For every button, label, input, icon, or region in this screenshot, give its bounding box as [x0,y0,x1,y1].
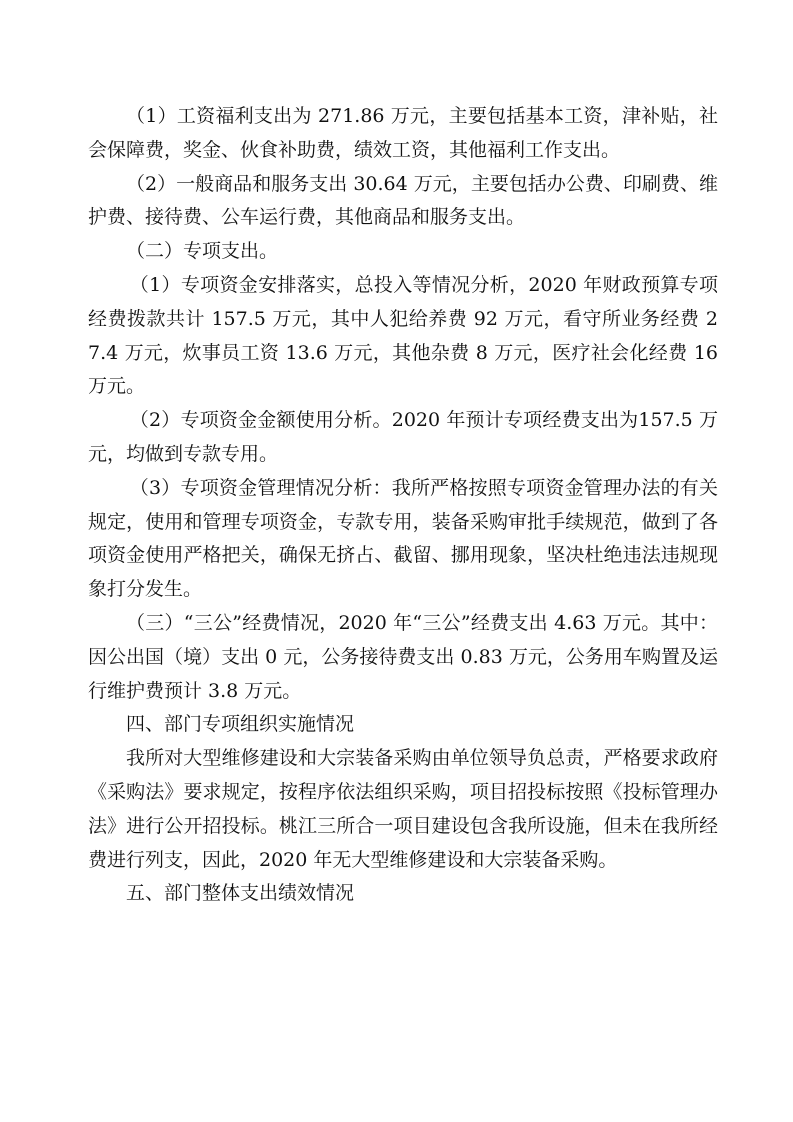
paragraph-special-funds-usage: （2）专项资金金额使用分析。2020 年预计专项经费支出为157.5 万元，均做到专款专用。 [88,409,718,465]
document-body [88,100,718,911]
heading-section-four: 四、部门专项组织实施情况 [126,713,355,736]
heading-special-expenditure: （二）专项支出。 [126,240,279,263]
paragraph-procurement: 我所对大型维修建设和大宗装备采购由单位领导负总责，严格要求政府《采购法》要求规定，按程序依法组织采购，项目招投标按照《投标管理办法》进行公开招投标。桃江三所合一项目建设包含我所设施，但未在我所经费进行列支，因此，2020 年无大型维修建设和大宗装备采购。 [88,747,718,871]
paragraph-special-funds-allocation: （1）专项资金安排落实，总投入等情况分析，2020 年财政预算专项经费拨款共计 157.5 万元，其中人犯给养费 92 万元，看守所业务经费 27.4 万元，炊事员工资 13.6 万元，其他杂费 8 万元，医疗社会化经费 16 万元。 [88,273,718,398]
paragraph-three-public-expenses: （三）“三公”经费情况，2020 年“三公”经费支出 4.63 万元。其中：因公出国（境）支出 0 元，公务接待费支出 0.83 万元，公务用车购置及运行维护费预计 3.8 万元。 [88,611,718,702]
heading-section-five: 五、部门整体支出绩效情况 [126,882,355,905]
paragraph-special-funds-management: （3）专项资金管理情况分析：我所严格按照专项资金管理办法的有关规定，使用和管理专项资金，专款专用，装备采购审批手续规范，做到了各项资金使用严格把关，确保无挤占、截留、挪用现象，坚决杜绝违法违规现象打分发生。 [88,476,718,601]
paragraph-goods-services: （2）一般商品和服务支出 30.64 万元，主要包括办公费、印刷费、维护费、接待费、公车运行费，其他商品和服务支出。 [88,172,718,229]
paragraph-wage-welfare: （1）工资福利支出为 271.86 万元，主要包括基本工资，津补贴，社会保障费，奖金、伙食补助费，绩效工资，其他福利工作支出。 [88,105,718,161]
